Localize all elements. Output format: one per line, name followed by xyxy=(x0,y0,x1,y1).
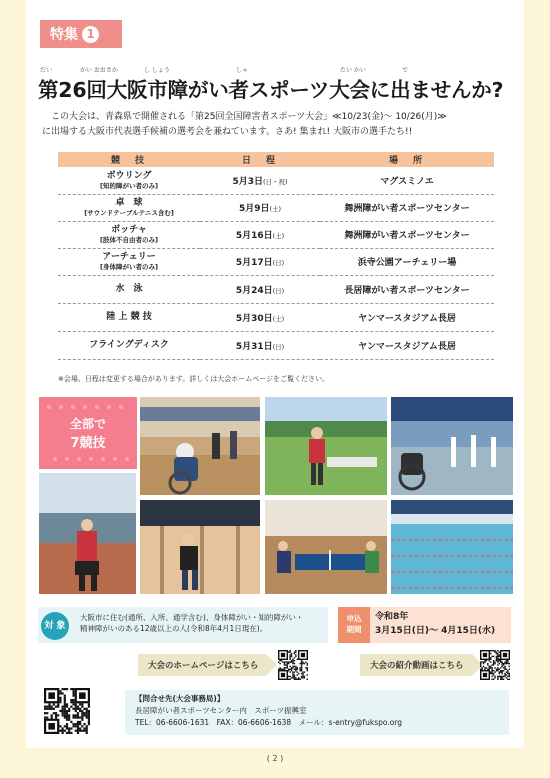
table-row xyxy=(58,331,494,359)
video-link[interactable]: 大会の紹介動画はこちら xyxy=(360,654,472,676)
feature-badge xyxy=(40,20,122,48)
cell-sport xyxy=(58,167,200,194)
cell-date xyxy=(200,167,320,194)
page-number: ( 2 ) xyxy=(266,754,284,763)
table-row xyxy=(58,167,494,194)
apply-label-line-2: 期間 xyxy=(346,625,362,634)
cell-sport xyxy=(58,248,200,275)
cell-place: ヤンマースタジアム長居 xyxy=(320,303,494,331)
title-ruby-0: だい xyxy=(40,67,53,74)
target-label: 対 象 xyxy=(41,612,69,640)
table-row xyxy=(58,194,494,221)
target-description xyxy=(80,612,330,634)
cell-place: 浜寺公園アーチェリー場 xyxy=(320,248,494,275)
photo-archery-image xyxy=(391,397,513,495)
video-qr-code[interactable] xyxy=(480,650,510,680)
photo-boccia xyxy=(140,397,260,495)
sport-name: ボウリング xyxy=(106,170,152,181)
title-ruby-3: しゃ xyxy=(236,67,249,74)
cell-place: ヤンマースタジアム長居 xyxy=(320,331,494,359)
homepage-qr-code[interactable] xyxy=(278,650,308,680)
header-date: 日 程 xyxy=(200,152,320,167)
photo-flying-disc xyxy=(265,397,387,495)
badge-line-1: 全部で xyxy=(69,417,106,431)
cell-place: 長居障がい者スポーツセンター xyxy=(320,275,494,303)
sport-restriction: [身体障がい者のみ] xyxy=(100,263,158,271)
event-date: 5月24日 xyxy=(235,285,273,296)
event-day: (日・祝) xyxy=(262,177,288,186)
photo-badge xyxy=(39,397,137,469)
event-day: (日) xyxy=(272,342,285,351)
contact-tel: TEL：06-6606-1631 FAX：06-6606-1638 メール：s-entry@fukspo.org xyxy=(135,718,402,727)
table-row xyxy=(58,248,494,275)
cell-sport xyxy=(58,303,200,331)
sport-name: 卓 球 xyxy=(115,198,143,208)
contact-heading: 【問合せ先(大会事務局)】 xyxy=(135,694,225,703)
page-margin-bottom xyxy=(0,748,550,778)
homepage-link[interactable]: 大会のホームページはこちら xyxy=(138,654,266,676)
photo-bowling-image xyxy=(140,500,260,594)
photo-collage xyxy=(39,397,513,594)
events-table xyxy=(58,152,494,360)
cell-sport xyxy=(58,275,200,303)
sport-name: 陸 上 競 技 xyxy=(106,311,152,322)
cell-date xyxy=(200,331,320,359)
cell-sport xyxy=(58,331,200,359)
photo-swimming xyxy=(391,500,513,594)
cell-date xyxy=(200,194,320,221)
lead-line-2: に出場する大阪市代表選手候補の選考会を兼ねています。さあ! 集まれ! 大阪市の選手たち!! xyxy=(42,127,413,137)
photo-swimming-image xyxy=(391,500,513,594)
event-day: (土) xyxy=(269,205,282,213)
sport-restriction: [サウンドテーブルテニス含む] xyxy=(84,209,174,217)
sport-name: フライングディスク xyxy=(89,339,169,350)
event-date: 5月3日 xyxy=(232,176,263,187)
lead-paragraph xyxy=(42,110,512,140)
event-day: (日) xyxy=(272,259,285,267)
badge-line-2: 7競技 xyxy=(70,436,106,451)
photo-boccia-image xyxy=(140,397,260,495)
apply-year: 令和8年 xyxy=(375,612,409,622)
cell-date xyxy=(200,275,320,303)
event-day: (土) xyxy=(272,314,285,323)
page-title: 第26回大阪市障がい者スポーツ大会に出ませんか? xyxy=(38,78,504,102)
table-row xyxy=(58,303,494,331)
cell-date xyxy=(200,221,320,248)
contact-qr-code[interactable] xyxy=(44,688,90,734)
event-date: 5月30日 xyxy=(235,313,273,324)
apply-label xyxy=(338,607,370,643)
change-note: ※会場、日程は変更する場合があります。詳しくは大会ホームページをご覧ください。 xyxy=(58,375,330,383)
apply-dates: 3月15日(日)～ 4月15日(水) xyxy=(375,626,496,636)
events-body xyxy=(58,167,494,359)
title-ruby-1: かい おおさか xyxy=(80,67,118,74)
feature-label: 特集 xyxy=(50,27,78,43)
cell-place: マグスミノエ xyxy=(320,167,494,194)
cell-sport xyxy=(58,194,200,221)
apply-period xyxy=(375,610,495,638)
title-ruby-4: たい かい xyxy=(340,67,366,74)
contact-org: 長居障がい者スポーツセンター内 スポーツ振興室 xyxy=(135,706,307,715)
cell-place: 舞洲障がい者スポーツセンター xyxy=(320,221,494,248)
sport-restriction: [知的障がい者のみ] xyxy=(100,181,158,190)
photo-table-tennis-image xyxy=(265,500,387,594)
title-ruby-5: で xyxy=(402,67,409,74)
photo-flying-disc-image xyxy=(265,397,387,495)
event-date: 5月9日 xyxy=(238,204,270,214)
page-margin-left xyxy=(0,0,26,778)
feature-number: 1 xyxy=(82,26,99,43)
table-header-row xyxy=(58,152,494,167)
event-day: (日) xyxy=(272,286,285,295)
cell-date xyxy=(200,303,320,331)
cell-place: 舞洲障がい者スポーツセンター xyxy=(320,194,494,221)
sport-name: アーチェリー xyxy=(102,252,156,262)
sport-name: 水 泳 xyxy=(115,283,143,294)
title-ruby-2: し しょう xyxy=(144,67,170,74)
target-line-1: 大阪市に住む(通所、入所、通学含む)、身体障がい・知的障がい・ xyxy=(80,613,304,622)
header-sport: 競 技 xyxy=(58,152,200,167)
photo-archery xyxy=(391,397,513,495)
event-date: 5月17日 xyxy=(235,258,273,268)
apply-label-line-1: 申込 xyxy=(346,614,362,623)
photo-athletics xyxy=(39,473,136,594)
target-line-2: 精神障がいのある12歳以上の人(令和8年4月1日現在)。 xyxy=(80,624,268,633)
table-row xyxy=(58,221,494,248)
photo-bowling xyxy=(140,500,260,594)
page-margin-right xyxy=(524,0,550,778)
table-row xyxy=(58,275,494,303)
photo-table-tennis xyxy=(265,500,387,594)
sport-name: ボッチャ xyxy=(111,225,147,235)
sport-restriction: [肢体不自由者のみ] xyxy=(100,236,158,244)
lead-line-1: この大会は、青森県で開催される「第25回全国障害者スポーツ大会」≪10/23(金)～ 10/26(月)≫ xyxy=(51,112,447,122)
event-day: (土) xyxy=(272,232,285,240)
event-date: 5月31日 xyxy=(235,341,273,352)
header-place: 場 所 xyxy=(320,152,494,167)
cell-date xyxy=(200,248,320,275)
event-date: 5月16日 xyxy=(235,231,273,241)
contact-info xyxy=(135,693,402,729)
photo-athletics-image xyxy=(39,473,136,594)
cell-sport xyxy=(58,221,200,248)
